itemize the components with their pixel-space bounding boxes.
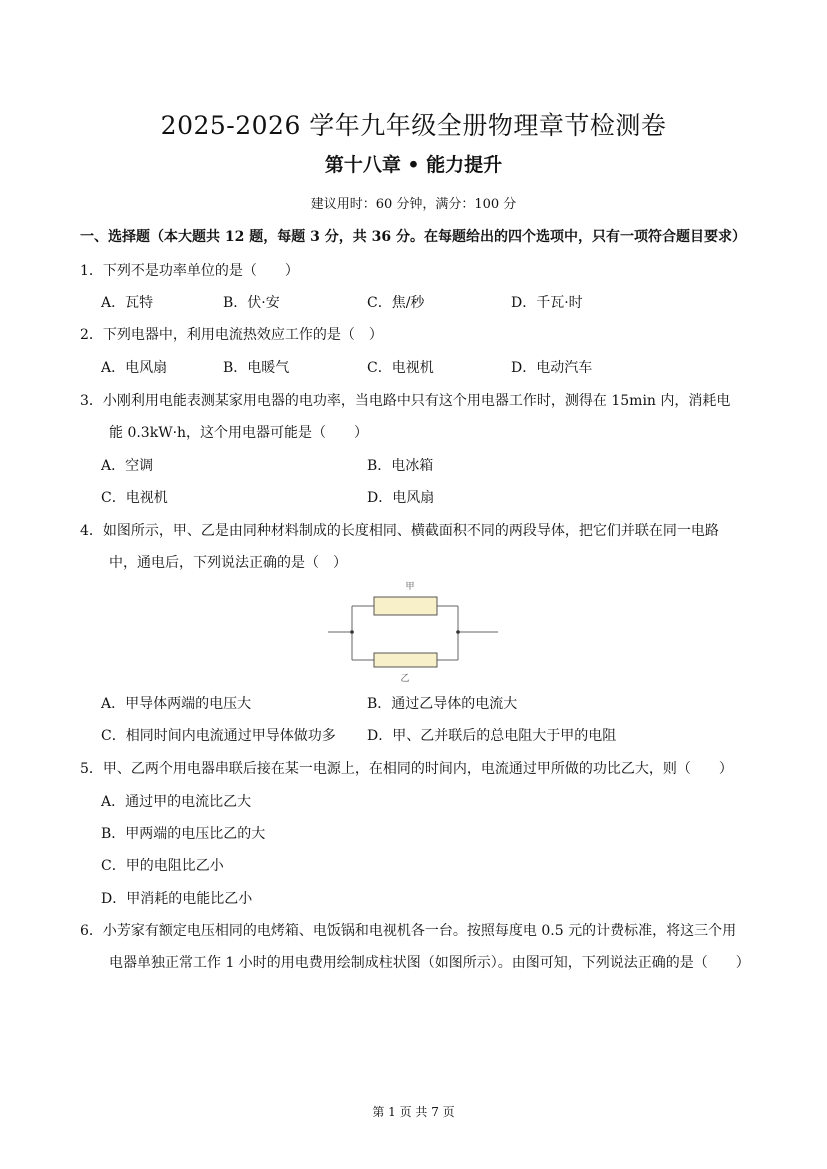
question-3-option-c: C．电视机: [101, 490, 168, 506]
question-2-option-c: C．电视机: [367, 360, 434, 376]
question-3-option-d: D．电风扇: [367, 490, 435, 506]
question-4-option-c: C．相同时间内电流通过甲导体做功多: [101, 728, 336, 744]
question-1-option-a: A．瓦特: [101, 295, 154, 311]
question-4-option-b: B．通过乙导体的电流大: [367, 696, 518, 712]
question-3-stem-line-1: 3．小刚利用电能表测某家用电器的电功率，当电路中只有这个用电器工作时，测得在 15min 内，消耗电: [80, 393, 731, 409]
conductor-jia: [374, 597, 437, 615]
time-score-info: 建议用时：60 分钟，满分：100 分: [310, 197, 517, 212]
left-junction-dot: [350, 630, 354, 634]
question-5-stem: 5．甲、乙两个用电器串联后接在某一电源上，在相同的时间内，电流通过甲所做的功比乙大，则（ ）: [80, 761, 733, 777]
exam-title: 2025-2026 学年九年级全册物理章节检测卷: [160, 111, 667, 140]
question-1-option-d: D．千瓦·时: [511, 295, 583, 311]
question-3-stem-line-2: 能 0.3kW·h，这个用电器可能是（ ）: [109, 425, 369, 441]
label-jia: 甲: [405, 582, 415, 592]
question-5-option-c: C．甲的电阻比乙小: [101, 858, 224, 874]
question-1-option-c: C．焦/秒: [367, 295, 425, 311]
question-6-stem-line-2: 电器单独正常工作 1 小时的用电费用绘制成柱状图（如图所示）。由图可知，下列说法正确的是（ ）: [109, 955, 750, 971]
right-junction-dot: [456, 630, 460, 634]
chapter-subtitle: 第十八章 • 能力提升: [324, 154, 503, 176]
question-6-stem-line-1: 6．小芳家有额定电压相同的电烤箱、电饭锅和电视机各一台。按照每度电 0.5 元的计费标准，将这三个用: [80, 923, 737, 939]
question-2-option-b: B．电暖气: [223, 360, 290, 376]
question-3-option-b: B．电冰箱: [367, 458, 434, 474]
question-3-option-a: A．空调: [101, 458, 154, 474]
question-1-option-b: B．伏·安: [223, 295, 280, 311]
section-heading: 一、选择题（本大题共 12 题，每题 3 分，共 36 分。在每题给出的四个选项中，只有一项符合题目要求）: [80, 229, 746, 245]
question-4-stem-line-2: 中，通电后，下列说法正确的是（ ）: [109, 555, 347, 571]
question-2-option-a: A．电风扇: [101, 360, 168, 376]
conductor-yi: [374, 653, 437, 667]
question-4-option-a: A．甲导体两端的电压大: [101, 696, 252, 712]
question-1-stem: 1．下列不是功率单位的是（ ）: [80, 263, 299, 279]
question-5-option-b: B．甲两端的电压比乙的大: [101, 826, 266, 842]
question-2-stem: 2．下列电器中，利用电流热效应工作的是（ ）: [80, 327, 383, 343]
label-yi: 乙: [400, 674, 410, 684]
page-footer: 第 1 页 共 7 页: [372, 1105, 455, 1119]
question-5-option-a: A．通过甲的电流比乙大: [101, 794, 252, 810]
parallel-circuit-diagram: [326, 578, 502, 686]
question-2-option-d: D．电动汽车: [511, 360, 593, 376]
question-4-stem-line-1: 4．如图所示，甲、乙是由同种材料制成的长度相同、横截面积不同的两段导体，把它们并联在同一电路: [80, 523, 719, 539]
question-5-option-d: D．甲消耗的电能比乙小: [101, 891, 253, 907]
question-4-option-d: D．甲、乙并联后的总电阻大于甲的电阻: [367, 728, 617, 744]
